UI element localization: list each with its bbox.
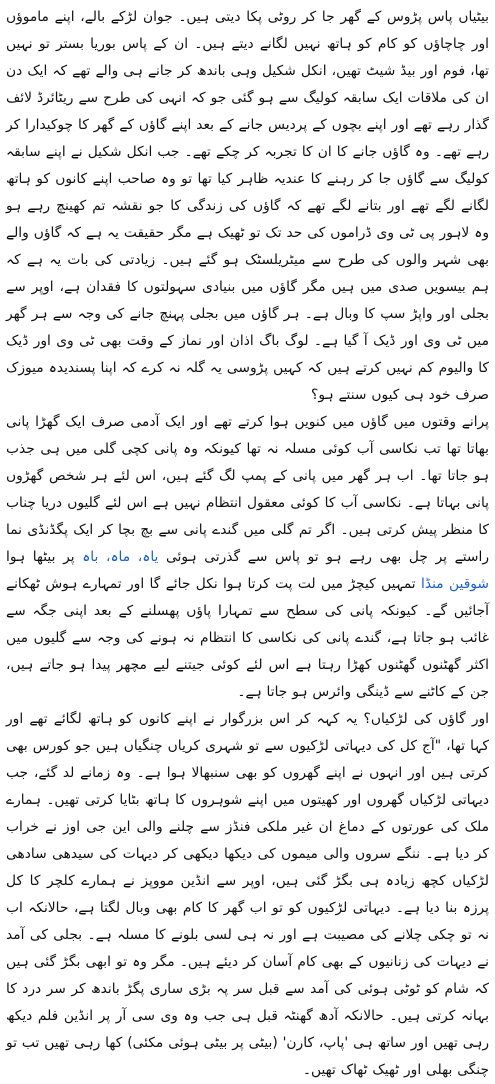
paragraph-3: اور گاؤں کی لڑکیاں؟ یہ کہہ کر اس بزرگوار نے اپنے کانوں کو ہاتھ لگائے تھے اور کہا تھا، "آج کل کی دیہاتی لڑکیوں سے تو شہری کریاں چنگیاں ہیں جو کورس بھی کرتی ہیں اور انہوں نے اپنے گھروں کو بھی سنبھالا ہوا ہے۔ وہ زمانے لد گئے، جب دیہاتی لڑکیاں گھروں اور کھیتوں میں اپنے شوہروں کا ہاتھ بٹایا کرتی تھیں۔ ہمارے ملک کی عورتوں کے دماغ ان غیر ملکی فنڈز سے چلنے والی این جی اوز نے خراب کر دیا ہے۔ ننگے سروں والی میموں کی دیکھا دیکھی کر دیہات کی سیدھی سادھی لڑکیاں کچھ زیادہ ہی بگڑ گئی ہیں، اوپر سے انڈین مووپز نے ہمارے کلچر کا کل پرزہ بنا دیا ہے۔ دیہاتی لڑکیوں کو تو اب گھر کا کام بھی وبال لگتا ہے، حالانکہ اب نہ تو چکی چلانے کی مصیبت ہے اور نہ ہی لسی بلونے کا مسلہ ہے۔ بجلی کی آمد نے دیہات کی زنانیوں کے بھی کام آسان کر دیئے ہیں۔ مگر وہ تو ابھی بگڑ گئی ہیں کہ شام کو ٹوٹی ہوئی کی آمد سے قبل سر پہ بڑی ساری پگڑ باندھ کر سر درد کا بہانہ کرتی ہیں۔ حالانکہ آدھ گھنٹہ قبل ہی جب وہ وی سی آر پر انڈین فلم دیکھ رہی تھیں اور ساتھ ہی 'پاپ، کارن' (بیٹی پر بیٹی ہوئی مکئی) کھا رہی تھیں تب تو چنگی بھلی اور ٹھیک ٹھاک تھیں۔ <box>6 711 489 1078</box>
highlighted-phrase-1: یاہ، ماہ، باہ <box>82 549 159 565</box>
paragraph-2-end: تمہیں کیچڑ میں لت پت کرتا ہوا نکل جائے گا اور تمہارے ہوش ٹھکانے آجائیں گے۔ کیونکہ پانی کی سطح سے تمہارا پاؤں پھسلنے کے بعد اپنی جگہ سے غائب ہو جاتا ہے، گندے پانی کی نکاسی کا انتظام نہ ہونے کی وجہ سے گلیوں میں اکثر گھٹنوں گھٹنوں کھڑا رہتا ہے اس لئے کوئی جیتنے لیے مچھر پیدا ہو جاتے ہیں، جن کے کاٹنے سے ڈینگی وائرس ہو جاتا ہے۔ <box>6 576 489 700</box>
paragraph-1: بیٹیاں پاس پڑوس کے گھر جا کر روٹی پکا دیتی ہیں۔ جوان لڑکے بالے، اپنے ماموؤں اور چاچاؤں کو کام کو ہاتھ نہیں لگانے دیتے ہیں۔ ان کے پاس بوریا بستر تو نہیں تھا، فوم اور بیڈ شیٹ تھیں، انکل شکیل وہی باندھ کر جانے ہی والے تھے کہ ایک دن ان کی ملاقات ایک سابقہ کولیگ سے ہو گئی جو کہ انہی کی طرح سے ریٹائرڈ لائف گذار رہے تھے اور اپنے بچوں کے پردیس جانے کے بعد اپنے گاؤں کے گھر کا چوکیدارا کر رہے تھے۔ وہ گاؤں جانے کا ان کا تجربہ کر چکے تھے۔ جب انکل شکیل نے اپنے سابقہ کولیگ سے گاؤں جا کر رہنے کا عندیہ ظاہر کیا تھا تو وہ صاحب اپنے کانوں کو ہاتھ لگانے لگے تھے اور بتانے لگے تھے کہ گاؤں کی زندگی کا جو نقشہ تم کھینچ رہے ہو وہ لاہور پی ٹی وی ڈراموں کی حد تک تو ٹھیک ہے مگر حقیقت یہ ہے کہ گاؤں والے بھی شہر والوں کی طرح سے میٹریلسٹک ہو گئے ہیں۔ زیادتی کی بات یہ ہے کہ ہم بیسویں صدی میں ہیں مگر گاؤں میں بنیادی سہولتوں کا فقدان ہے، اوپر سے بجلی اور واپڑ سپ کا وبال ہے۔ ہر گاؤں میں بجلی پہنچ جانے کی وجہ سے ہر گھر میں ٹی وی اور ڈیک آ گیا ہے۔ لوگ باگ اذان اور نماز کے وقت بھی ٹی وی اور ڈیک کا والیوم کم نہیں کرتے ہیں کہ کہیں پڑوسی یہ گلہ نہ کرے کہ اپنا پسندیدہ میوزک صرف خود ہی کیوں سنتے ہو؟ <box>6 9 489 403</box>
paragraph-2-start: پرانے وقتوں میں گاؤں میں کنویں ہوا کرتے تھے اور ایک آدمی صرف ایک گھڑا پانی بھاتا تھا تب نکاسی آب کوئی مسلہ نہ تھا کیونکہ وہ پانی کچی گلی میں ہی جذب ہو جاتا تھا۔ اب ہر گھر میں پانی کے پمپ لگ گئے ہیں، اس لئے ہر شخص گھڑوں پانی بہاتا ہے۔ نکاسی آب کا کوئی معقول انتظام نہیں ہے اس لئے گلیوں دریا چناب کا منظر پیش کرتی ہیں۔ اگر تم گلی میں گندے پانی سے بچ بچا کر ایک پگڈنڈی نما راستے پر چل بھی رہے ہو تو پاس سے گذرتی ہوئی <box>6 414 489 565</box>
highlighted-phrase-2: شوقین منڈا <box>421 576 489 592</box>
paragraph-2-middle: پر بیٹھا ہوا <box>6 549 83 565</box>
paragraph-2 <box>6 409 489 706</box>
